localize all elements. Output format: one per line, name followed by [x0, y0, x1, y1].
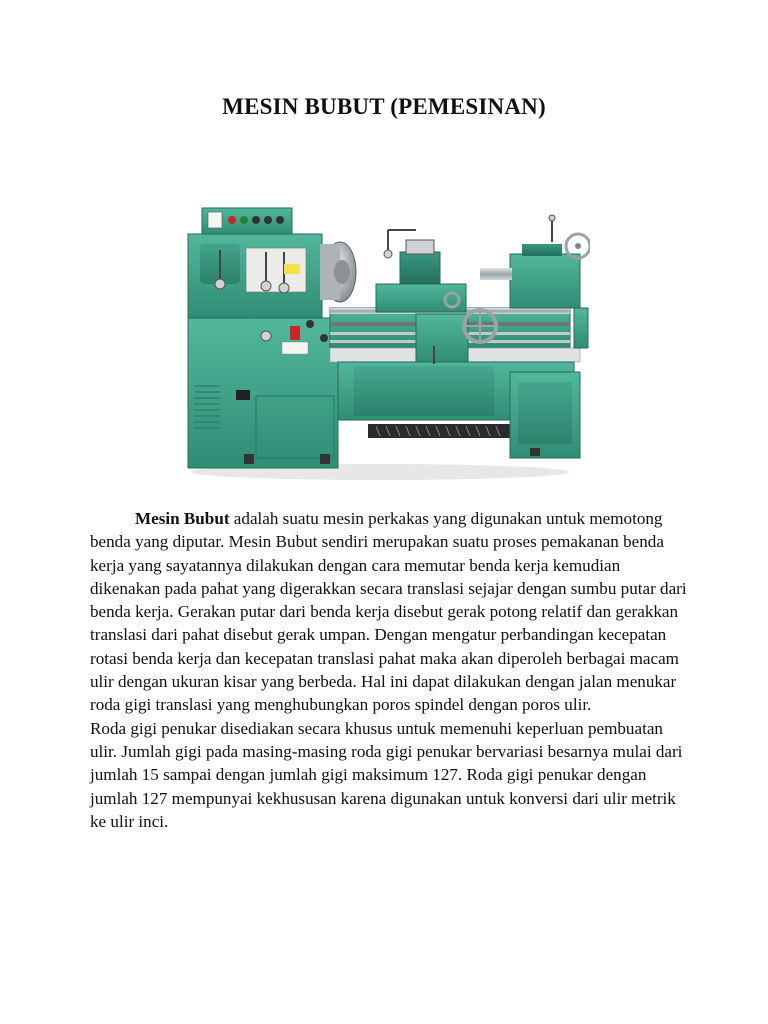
lathe-machine-image: [180, 196, 590, 482]
page-title: MESIN BUBUT (PEMESINAN): [222, 94, 546, 119]
paragraph-1-lead: Mesin Bubut: [135, 509, 230, 528]
lathe-machine-icon: [180, 196, 590, 482]
paragraph-1: [90, 507, 690, 717]
body-text: [90, 507, 690, 833]
paragraph-1-text: adalah suatu mesin perkakas yang digunakan untuk memotong benda yang diputar. Mesin Bubut sendiri merupakan suatu proses pemakanan benda kerja yang sayatannya dilakukan dengan cara memutar benda kerja kemudian dikenakan pada pahat yang digerakkan secara translasi sejajar dengan sumbu putar dari benda kerja. Gerakan putar dari benda kerja disebut gerak potong relatif dan gerakkan translasi dari pahat disebut gerak umpan. Dengan mengatur perbandingan kecepatan rotasi benda kerja dan kecepatan translasi pahat maka akan diperoleh berbagai macam ulir dengan ukuran kisar yang berbeda. Hal ini dapat dilakukan dengan jalan menukar roda gigi translasi yang menghubungkan poros spindel dengan poros ulir.: [90, 509, 687, 715]
paragraph-2: Roda gigi penukar disediakan secara khusus untuk memenuhi keperluan pembuatan ulir. Jumlah gigi pada masing-masing roda gigi penukar bervariasi besarnya mulai dari jumlah 15 sampai dengan jumlah gigi maksimum 127. Roda gigi penukar dengan jumlah 127 mempunyai kekhususan karena digunakan untuk konversi dari ulir metrik ke ulir inci.: [90, 718, 683, 831]
